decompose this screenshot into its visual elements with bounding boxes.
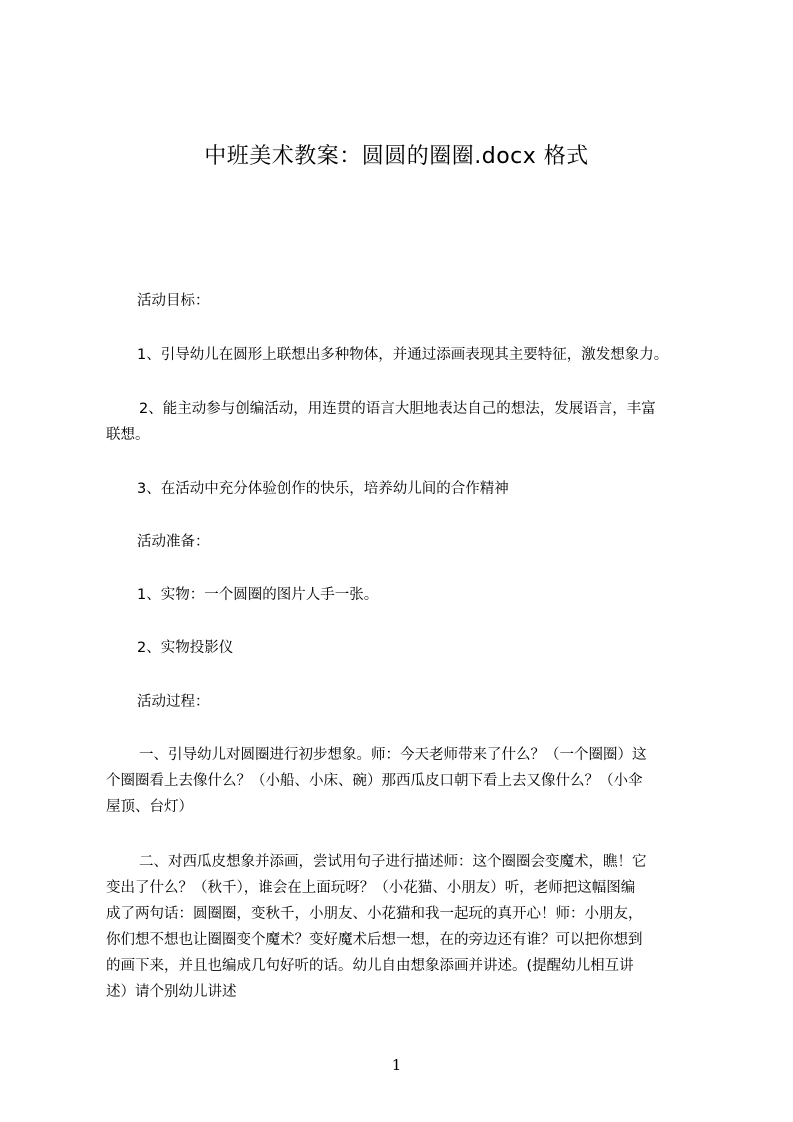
step-2-line-3: 成了两句话：圆圈圈，变秋千，小朋友、小花猫和我一起玩的真开心！师：小朋友， bbox=[106, 906, 643, 922]
goal-item-2-line-2: 联想。 bbox=[106, 427, 150, 443]
goals-heading: 活动目标： bbox=[137, 293, 210, 309]
goal-item-1: 1、引导幼儿在圆形上联想出多种物体，并通过添画表现其主要特征，激发想象力。 bbox=[137, 347, 669, 363]
step-2-line-5: 的画下来，并且也编成几句好听的话。幼儿自由想象添画并讲述。(提醒幼儿相互讲 bbox=[106, 958, 634, 974]
step-2-line-4: 你们想不想也让圈圈变个魔术？变好魔术后想一想，在的旁边还有谁？可以把你想到 bbox=[106, 932, 643, 948]
step-1-line-1: 一、引导幼儿对圆圈进行初步想象。师：今天老师带来了什么？（一个圈圈）这 bbox=[139, 747, 647, 763]
goal-item-3: 3、在活动中充分体验创作的快乐，培养幼儿间的合作精神 bbox=[137, 481, 509, 497]
prep-heading: 活动准备： bbox=[137, 534, 210, 550]
goal-item-2-line-1: 2、能主动参与创编活动，用连贯的语言大胆地表达自己的想法，发展语言，丰富 bbox=[139, 401, 656, 417]
page-number: 1 bbox=[391, 1056, 402, 1074]
step-1-line-3: 屋顶、台灯） bbox=[106, 799, 193, 815]
step-2-line-2: 变出了什么？（秋千），谁会在上面玩呀？（小花猫、小朋友）听，老师把这幅图编 bbox=[106, 880, 636, 896]
prep-item-2: 2、实物投影仪 bbox=[137, 640, 234, 656]
step-2-line-6: 述）请个别幼儿讲述 bbox=[106, 984, 237, 1000]
step-2-line-1: 二、对西瓜皮想象并添画，尝试用句子进行描述师：这个圈圈会变魔术，瞧！它 bbox=[139, 854, 647, 870]
document-title: 中班美术教案：圆圆的圈圈.docx 格式 bbox=[204, 144, 589, 169]
prep-item-1: 1、实物：一个圆圈的图片人手一张。 bbox=[137, 587, 379, 603]
process-heading: 活动过程： bbox=[137, 694, 210, 710]
step-1-line-2: 个圈圈看上去像什么？（小船、小床、碗）那西瓜皮口朝下看上去又像什么？（小伞 bbox=[106, 773, 643, 789]
